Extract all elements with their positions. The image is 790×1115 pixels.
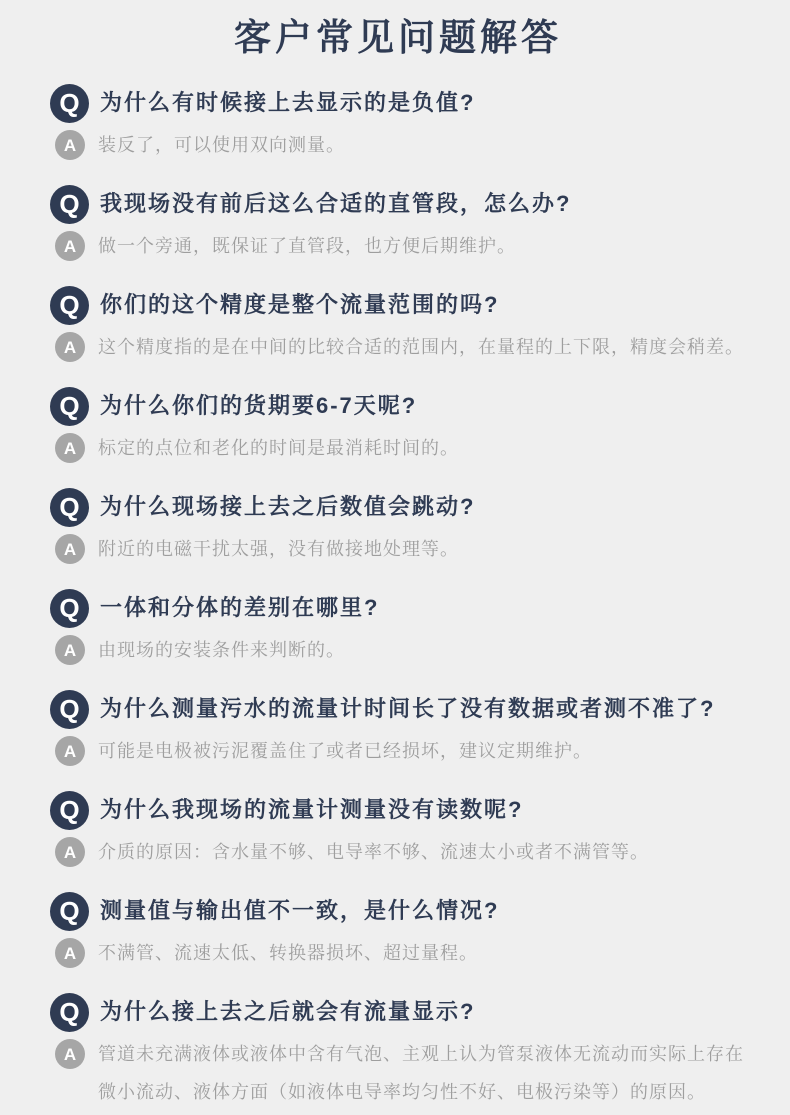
- question-text: 为什么我现场的流量计测量没有读数呢?: [100, 797, 524, 823]
- answer-badge-icon: A: [55, 433, 85, 463]
- answer-row: [50, 732, 746, 770]
- question-text: 为什么有时候接上去显示的是负值?: [100, 90, 476, 116]
- answer-badge-icon: A: [55, 938, 85, 968]
- answer-badge-icon: A: [55, 130, 85, 160]
- question-badge-icon: Q: [50, 286, 89, 325]
- answer-badge-icon: A: [55, 534, 85, 564]
- answer-badge-icon: A: [55, 231, 85, 261]
- answer-row: [50, 126, 746, 164]
- question-text: 测量值与输出值不一致，是什么情况?: [100, 898, 500, 924]
- question-text: 为什么现场接上去之后数值会跳动?: [100, 494, 476, 520]
- faq-item: [50, 387, 746, 467]
- question-badge-icon: Q: [50, 791, 89, 830]
- question-text: 一体和分体的差别在哪里?: [100, 595, 380, 621]
- question-row: [50, 84, 746, 123]
- answer-badge-icon: A: [55, 736, 85, 766]
- faq-item: [50, 286, 746, 366]
- question-row: [50, 286, 746, 325]
- answer-row: [50, 530, 746, 568]
- question-row: [50, 185, 746, 224]
- question-row: [50, 387, 746, 426]
- faq-item: [50, 589, 746, 669]
- answer-text: 可能是电极被污泥覆盖住了或者已经损坏，建议定期维护。: [98, 741, 592, 761]
- question-row: [50, 993, 746, 1032]
- answer-row: [50, 833, 746, 871]
- answer-row: [50, 934, 746, 972]
- question-text: 为什么你们的货期要6-7天呢?: [100, 393, 418, 419]
- answer-text: 装反了，可以使用双向测量。: [98, 135, 345, 155]
- question-badge-icon: Q: [50, 993, 89, 1032]
- faq-item: [50, 185, 746, 265]
- question-row: [50, 690, 746, 729]
- answer-row: [50, 631, 746, 669]
- question-badge-icon: Q: [50, 84, 89, 123]
- answer-row: [50, 227, 746, 265]
- question-badge-icon: Q: [50, 892, 89, 931]
- faq-item: [50, 791, 746, 871]
- answer-text: 做一个旁通，既保证了直管段，也方便后期维护。: [98, 236, 516, 256]
- answer-text: 介质的原因：含水量不够、电导率不够、流速太小或者不满管等。: [98, 842, 649, 862]
- answer-badge-icon: A: [55, 332, 85, 362]
- question-row: [50, 892, 746, 931]
- faq-item: [50, 488, 746, 568]
- question-text: 你们的这个精度是整个流量范围的吗?: [100, 292, 500, 318]
- question-row: [50, 589, 746, 628]
- answer-row: [50, 328, 746, 366]
- question-badge-icon: Q: [50, 387, 89, 426]
- question-badge-icon: Q: [50, 488, 89, 527]
- answer-text: 附近的电磁干扰太强，没有做接地处理等。: [98, 539, 459, 559]
- question-row: [50, 791, 746, 830]
- answer-text: 这个精度指的是在中间的比较合适的范围内，在量程的上下限，精度会稍差。: [98, 337, 744, 357]
- question-badge-icon: Q: [50, 185, 89, 224]
- question-text: 我现场没有前后这么合适的直管段，怎么办?: [100, 191, 572, 217]
- page-title: 客户常见问题解答: [234, 17, 562, 58]
- answer-row: [50, 1035, 746, 1111]
- faq-list: [50, 84, 746, 1111]
- answer-row: [50, 429, 746, 467]
- answer-badge-icon: A: [55, 1039, 85, 1069]
- answer-text: 不满管、流速太低、转换器损坏、超过量程。: [98, 943, 478, 963]
- answer-text: 管道未充满液体或液体中含有气泡、主观上认为管泵液体无流动而实际上存在微小流动、液体方面（如液体电导率均匀性不好、电极污染等）的原因。: [98, 1044, 744, 1102]
- question-badge-icon: Q: [50, 690, 89, 729]
- faq-item: [50, 690, 746, 770]
- faq-item: [50, 993, 746, 1111]
- question-text: 为什么接上去之后就会有流量显示?: [100, 999, 476, 1025]
- answer-text: 由现场的安装条件来判断的。: [98, 640, 345, 660]
- question-text: 为什么测量污水的流量计时间长了没有数据或者测不准了?: [100, 696, 716, 722]
- question-row: [50, 488, 746, 527]
- answer-badge-icon: A: [55, 837, 85, 867]
- answer-badge-icon: A: [55, 635, 85, 665]
- faq-item: [50, 892, 746, 972]
- question-badge-icon: Q: [50, 589, 89, 628]
- answer-text: 标定的点位和老化的时间是最消耗时间的。: [98, 438, 459, 458]
- faq-item: [50, 84, 746, 164]
